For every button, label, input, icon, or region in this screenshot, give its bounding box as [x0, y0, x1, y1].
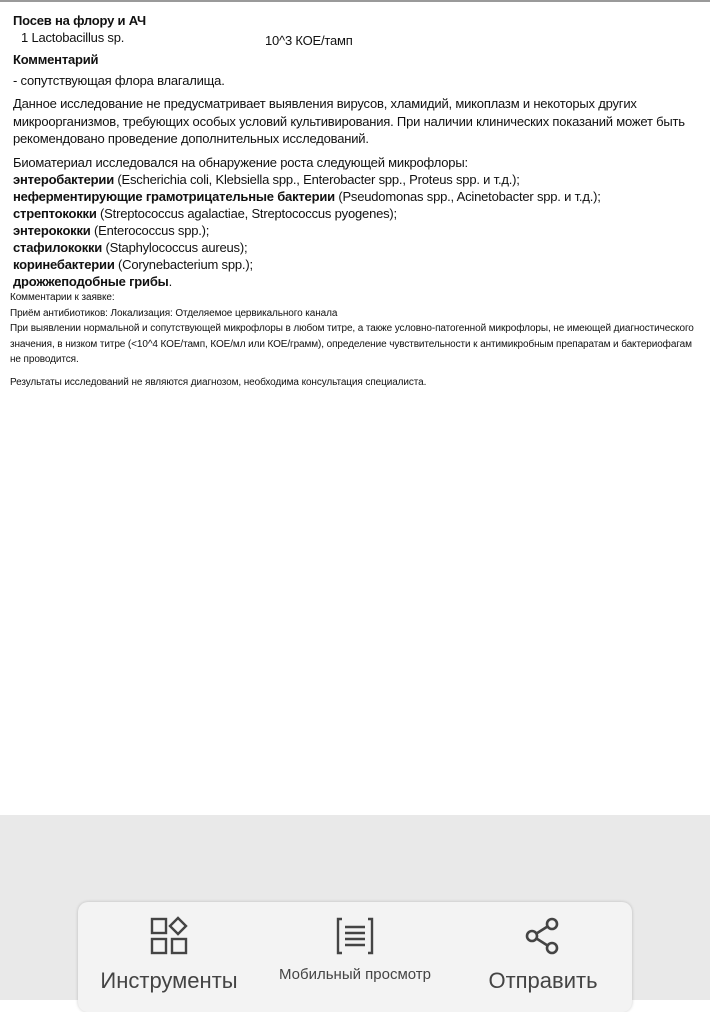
bottom-toolbar — [78, 902, 632, 1012]
flora-item: коринебактерии (Corynebacterium spp.); — [13, 256, 253, 272]
tools-button[interactable] — [92, 902, 246, 1000]
result-row — [13, 29, 703, 49]
result-value: 10^3 КОЕ/тамп — [265, 33, 353, 48]
order-comments — [10, 290, 700, 390]
comment-title: Комментарий — [13, 52, 99, 67]
share-button[interactable] — [468, 902, 618, 1000]
disclaimer: Данное исследование не предусматривает выявления вирусов, хламидий, микоплазм и некоторых других микроорганизмов, требующих особых условий культивирования. При наличии клинических показаний может быть рекомендовано проведение дополнительных исследований. — [13, 96, 685, 146]
share-label: Отправить — [488, 968, 598, 993]
flora-item: энтеробактерии (Escherichia coli, Klebsiella spp., Enterobacter spp., Proteus spp. и т.д.); — [13, 171, 520, 187]
flora-item: стафилококки (Staphylococcus aureus); — [13, 239, 248, 255]
top-divider — [0, 0, 710, 2]
result-name: 1 Lactobacillus sp. — [21, 30, 125, 45]
flora-item: дрожжеподобные грибы. — [13, 273, 172, 289]
flora-item: стрептококки (Streptococcus agalactiae, Streptococcus pyogenes); — [13, 205, 397, 221]
grid-shapes-icon — [149, 916, 189, 956]
results-footer: Результаты исследований не являются диагнозом, необходима консультация специалиста. — [10, 376, 427, 388]
order-comments-title: Комментарии к заявке: — [10, 292, 115, 303]
order-comments-line1: Приём антибиотиков: Локализация: Отделяемое цервикального канала — [10, 307, 338, 319]
flora-list — [13, 171, 703, 290]
flora-item: неферментирующие грамотрицательные бактерии (Pseudomonas spp., Acinetobacter spp. и т.д.); — [13, 188, 601, 204]
share-icon — [523, 916, 563, 956]
tools-label: Инструменты — [100, 968, 238, 993]
order-comments-line2: При выявлении нормальной и сопутствующей микрофлоры в любом титре, а также условно-патогенной микрофлоры, не имеющей диагностического значения, в низком титре (<10^4 КОЕ/тамп, КОЕ/мл или КОЕ/грамм), определение чувствительности к антимикробным препаратам и бактериофагам не проводится. — [10, 323, 694, 365]
document-lines-icon — [334, 916, 376, 956]
report-content — [13, 12, 703, 290]
flora-item: энтерококки (Enterococcus spp.); — [13, 222, 210, 238]
biomaterial-intro: Биоматериал исследовался на обнаружение роста следующей микрофлоры: — [13, 154, 468, 170]
section-title: Посев на флору и АЧ — [13, 13, 146, 28]
mobile-view-label: Мобильный просмотр — [279, 966, 431, 983]
mobile-view-button[interactable] — [262, 902, 448, 1000]
comment-text: - сопутствующая флора влагалища. — [13, 73, 225, 88]
